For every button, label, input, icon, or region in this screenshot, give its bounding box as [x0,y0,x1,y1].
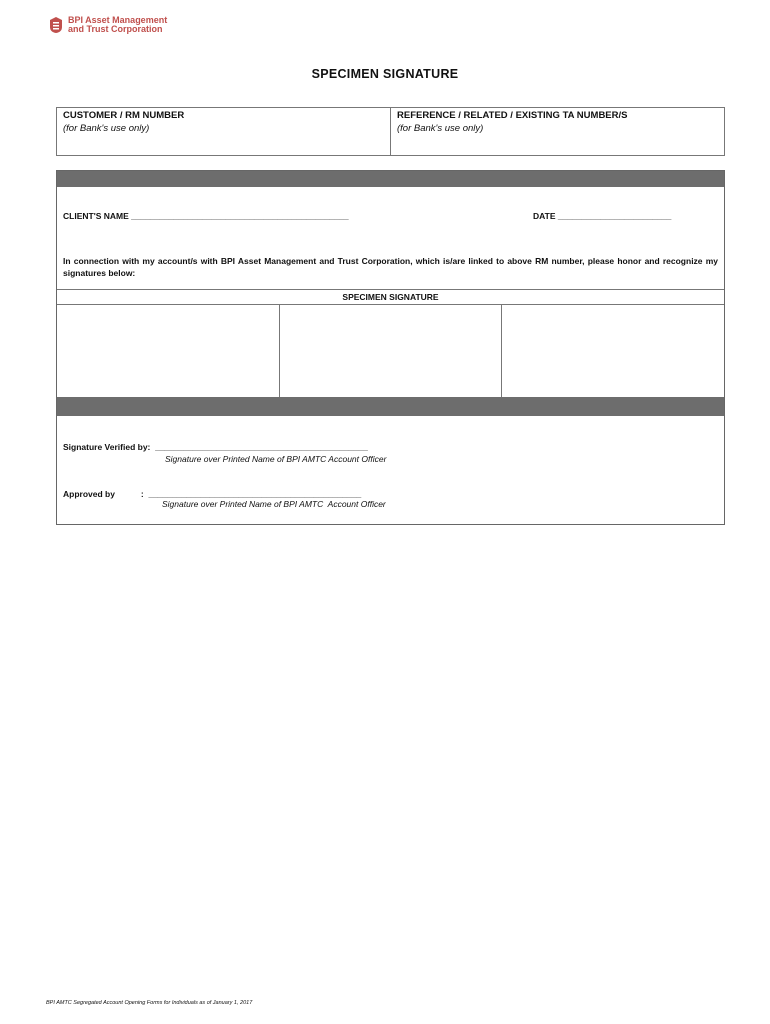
customer-rm-heading: CUSTOMER / RM NUMBER [63,110,185,121]
company-logo [48,16,167,34]
reference-number-cell[interactable] [390,108,724,155]
bpi-logo-icon [48,16,64,34]
verified-by-field[interactable]: Signature Verified by: _____________________________________________ [63,442,368,452]
client-name-field[interactable]: CLIENT'S NAME ______________________________________________ [63,211,349,221]
page-title: SPECIMEN SIGNATURE [311,67,459,81]
approved-by-field[interactable]: Approved by : _____________________________________________ [63,489,362,499]
signature-box-3[interactable] [502,304,724,397]
signature-boxes [57,304,724,397]
logo-line-2: and Trust Corporation [68,24,163,34]
footer-note: BPI AMTC Segregated Account Opening Forms for Individuals as of January 1, 2017 [46,1000,253,1006]
logo-line-1: BPI Asset Management [68,15,168,25]
verified-by-caption: Signature over Printed Name of BPI AMTC Account Officer [165,454,387,464]
reference-table [56,107,725,156]
consent-paragraph: In connection with my account/s with BPI Asset Management and Trust Corporation, which is/are linked to above RM number, please honor and recognize my signatures below: [63,256,718,278]
reference-number-heading: REFERENCE / RELATED / EXISTING TA NUMBER/S [397,110,628,121]
specimen-form [56,170,725,525]
signature-box-2[interactable] [280,304,503,397]
section-bar-bottom [57,397,724,416]
divider [57,289,724,290]
date-field[interactable]: DATE ________________________ [533,211,672,221]
reference-number-note: (for Bank's use only) [397,123,484,134]
approved-by-caption: Signature over Printed Name of BPI AMTC Account Officer [162,499,386,509]
section-bar-top [57,171,724,187]
signature-box-1[interactable] [57,304,280,397]
customer-rm-cell[interactable] [57,108,390,155]
customer-rm-note: (for Bank's use only) [63,123,150,134]
specimen-signature-header: SPECIMEN SIGNATURE [342,292,439,302]
